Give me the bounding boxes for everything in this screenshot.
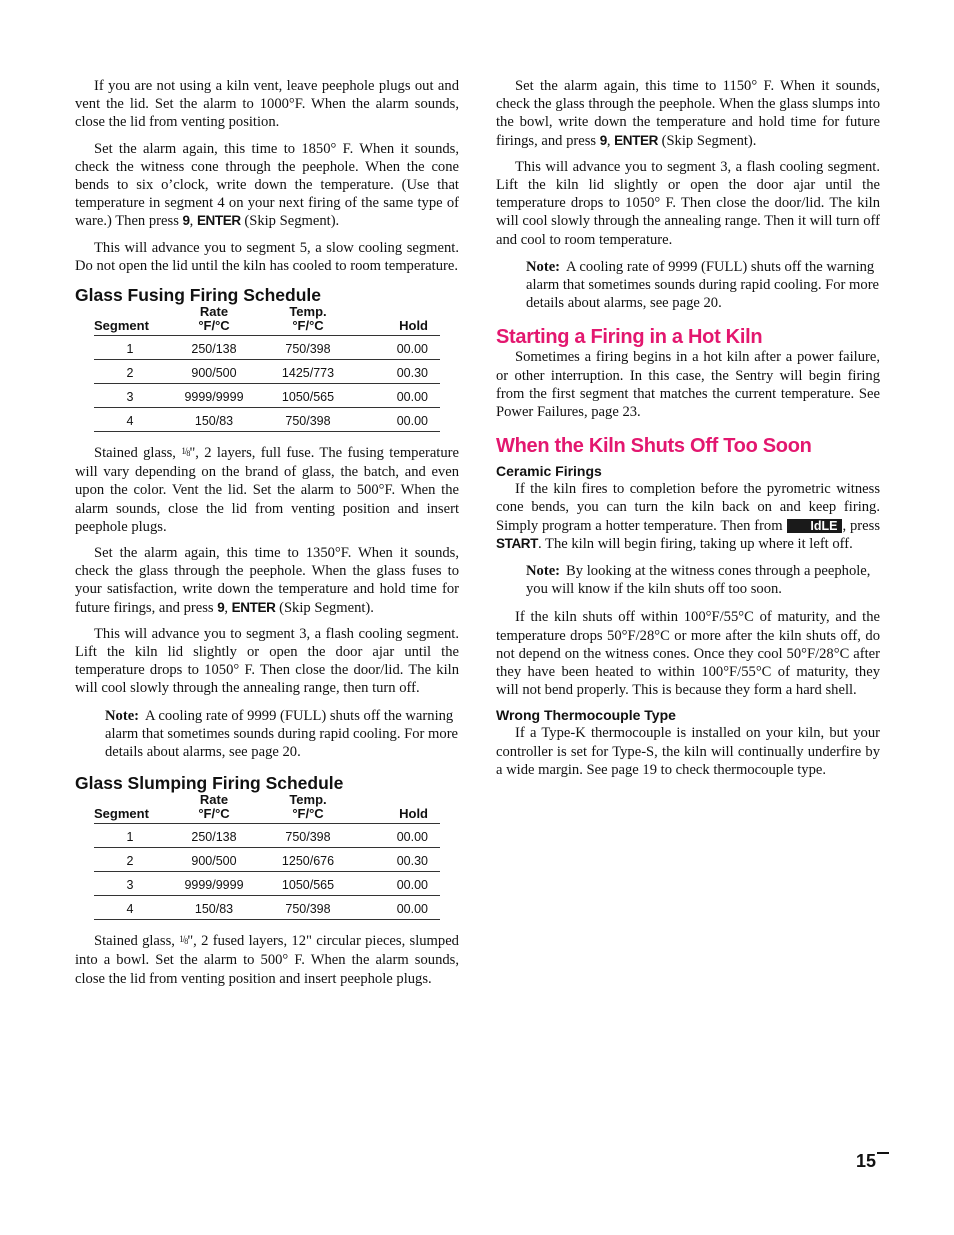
cell-temp: 1425/773 [262, 360, 354, 384]
text: (Skip Segment). [275, 599, 374, 616]
cell-temp: 750/398 [262, 896, 354, 920]
text: Set the alarm again, this time to 1150° F. When it sounds, check the glass through the peephole. When the glass slumps into the bowl, write down the temperature and hold time for future firings, and press [496, 78, 880, 149]
table-header-row [94, 305, 440, 336]
note-label: Note: [526, 258, 561, 275]
fusing-schedule-title: Glass Fusing Firing Schedule [75, 285, 322, 306]
cell-hold: 00.00 [354, 824, 440, 848]
cell-rate: 900/500 [166, 360, 262, 384]
table-row [94, 896, 440, 920]
paragraph-alarm-1150: Set the alarm again, this time to 1150° F. When it sounds, check the glass through the peephole. When the glass slumps into the bowl, write down the temperature and hold time for future firings, and press 9, ENTER (Skip Segment). [496, 78, 880, 149]
paragraph-alarm-1350: Set the alarm again, this time to 1350°F. When it sounds, check the glass through the peephole. When the glass fuses to your satisfaction, write down the temperature and hold time for future firings, and press 9, ENTER (Skip Segment). [75, 545, 459, 616]
table-row [94, 336, 440, 360]
cell-segment: 1 [94, 824, 166, 848]
key-enter: ENTER [196, 213, 241, 229]
cell-rate: 9999/9999 [166, 384, 262, 408]
left-column [75, 77, 459, 996]
note-text: By looking at the witness cones through a peephole, you will know if the kiln shuts off too soon. [526, 563, 871, 598]
cell-temp: 1050/565 [262, 384, 354, 408]
cell-temp: 750/398 [262, 336, 354, 360]
cell-segment: 2 [94, 848, 166, 872]
cell-temp: 750/398 [262, 824, 354, 848]
cell-hold: 00.00 [354, 336, 440, 360]
text: If the kiln fires to completion before the pyrometric witness cone bends, you can turn the kiln back on and keep firing. Simply program a hotter temperature. Then from [496, 481, 880, 534]
header-temp: Temp. °F/°C [262, 305, 354, 336]
right-column [496, 77, 880, 787]
idle-display: IdLE [787, 519, 841, 533]
note-text: A cooling rate of 9999 (FULL) shuts off the warning alarm that sometimes sounds during rapid cooling. For more details about alarms, see page 20. [526, 258, 880, 312]
header-rate: Rate °F/°C [166, 305, 262, 336]
table-row [94, 408, 440, 432]
cell-hold: 00.00 [354, 896, 440, 920]
paragraph-stained-glass-fuse [75, 442, 459, 536]
cell-temp: 750/398 [262, 408, 354, 432]
paragraph-flash-cooling-slump: This will advance you to segment 3, a flash cooling segment. Lift the kiln lid slightly or open the door ajar until the temperature drops to 1050° F. Then close the door/lid. The kiln will cool slowly through the annealing range. Then it will turn off and cool to room temperature. [496, 158, 880, 248]
text: . The kiln will begin firing, taking up where it left off. [538, 535, 853, 552]
key-9: 9 [599, 132, 607, 148]
key-9: 9 [182, 213, 190, 229]
text: (Skip Segment). [657, 132, 757, 149]
paragraph-thermocouple: If a Type-K thermocouple is installed on your kiln, but your controller is set for Type-S, the kiln will continually underfire by a wide margin. See page 19 to check thermocouple type. [496, 725, 880, 778]
table-row [94, 384, 440, 408]
header-segment: Segment [94, 305, 166, 336]
paragraph-segment5: This will advance you to segment 5, a slow cooling segment. Do not open the lid until the kiln has cooled to room temperature. [75, 239, 459, 274]
table-row [94, 360, 440, 384]
text: , press [842, 517, 880, 534]
text: Set the alarm again, this time to 1350°F. When it sounds, check the glass through the peephole. When the glass fuses to your satisfaction, write down the temperature and hold time for future firings, and press [75, 545, 459, 616]
cell-segment: 2 [94, 360, 166, 384]
paragraph-vent: If you are not using a kiln vent, leave peephole plugs out and vent the lid. Set the alarm to 1000°F. When the alarm sounds, close the lid from venting position. [75, 78, 459, 131]
fusing-schedule-table [94, 305, 440, 432]
cell-segment: 3 [94, 384, 166, 408]
header-hold: Hold [354, 305, 440, 336]
page-number-text: 15 [856, 1151, 877, 1171]
header-temp: Temp. °F/°C [262, 793, 354, 824]
cell-segment: 1 [94, 336, 166, 360]
note-cooling-rate [526, 258, 880, 313]
text: ", 2 layers, full fuse. The fusing temperature will vary depending on the brand of glass, the batch, and even upon the color. Vent the lid. Set the alarm to 500°F. When the alarm sounds, close the lid from venting position and insert peephole plugs. [75, 445, 459, 535]
cell-rate: 250/138 [166, 824, 262, 848]
paragraph-hot-kiln: Sometimes a firing begins in a hot kiln after a power failure, or other interruption. In this case, the Sentry will begin firing from the first segment that matches the current temperature. See Power Failures, page 23. [496, 349, 880, 421]
cell-rate: 900/500 [166, 848, 262, 872]
cell-temp: 1050/565 [262, 872, 354, 896]
table-header-row [94, 793, 440, 824]
heading-hot-kiln: Starting a Firing in a Hot Kiln [496, 326, 763, 349]
note-witness-cones [526, 562, 880, 598]
page-number-dash [877, 1152, 889, 1154]
cell-hold: 00.00 [354, 872, 440, 896]
fraction: 1/8 [181, 446, 190, 459]
cell-hold: 00.30 [354, 848, 440, 872]
cell-segment: 4 [94, 408, 166, 432]
heading-shuts-off-too-soon: When the Kiln Shuts Off Too Soon [496, 435, 812, 458]
cell-rate: 150/83 [166, 408, 262, 432]
cell-rate: 150/83 [166, 896, 262, 920]
cell-hold: 00.00 [354, 408, 440, 432]
header-rate: Rate °F/°C [166, 793, 262, 824]
cell-hold: 00.00 [354, 384, 440, 408]
text: (Skip Segment). [240, 213, 340, 230]
note-label: Note: [526, 563, 561, 580]
text: Stained glass, [94, 445, 182, 462]
note-text: A cooling rate of 9999 (FULL) shuts off the warning alarm that sometimes sounds during rapid cooling. For more details about alarms, see page 20. [105, 707, 459, 761]
paragraph-alarm-1850: Set the alarm again, this time to 1850° F. When it sounds, check the witness cone through the peephole. When the cone bends to six o’clock, write down the temperature. (Use that temperature in segment 4 on your next firing of the same type of ware.) Then press 9, ENTER (Skip Segment). [75, 140, 459, 230]
text: Stained glass, [94, 933, 180, 950]
cell-segment: 3 [94, 872, 166, 896]
table-row [94, 872, 440, 896]
fraction: 1/8 [179, 934, 188, 947]
key-start: START [496, 535, 538, 551]
cell-rate: 250/138 [166, 336, 262, 360]
text: ", 2 fused layers, 12" circular pieces, slumped into a bowl. Set the alarm to 500° F. When the alarm sounds, close the lid from venting position and insert peephole plugs. [75, 933, 459, 987]
header-segment: Segment [94, 793, 166, 824]
paragraph-maturity: If the kiln shuts off within 100°F/55°C of maturity, and the temperature drops 50°F/28°C or more after the kiln shuts off, do not depend on the witness cones. Once they cool 50°F/28°C after they have been heated to within 100°F/55°C of maturity, they will not bend properly. This is because they form a hard shell. [496, 609, 880, 699]
table-row [94, 824, 440, 848]
note-label: Note: [105, 707, 140, 724]
text: Set the alarm again, this time to 1850° F. When it sounds, check the witness cone through the peephole. When the cone bends to six o’clock, write down the temperature. (Use that temperature in segment 4 on your next firing of the same type of ware.) Then press [75, 140, 459, 230]
cell-rate: 9999/9999 [166, 872, 262, 896]
cell-temp: 1250/676 [262, 848, 354, 872]
key-enter: ENTER [614, 132, 658, 148]
cell-segment: 4 [94, 896, 166, 920]
note-cooling-rate [105, 707, 459, 762]
page-number [856, 1151, 889, 1172]
paragraph-stained-glass-slump [75, 930, 459, 988]
subheading-wrong-thermocouple: Wrong Thermocouple Type [496, 707, 676, 724]
slumping-schedule-title: Glass Slumping Firing Schedule [75, 773, 344, 794]
key-9: 9 [217, 599, 225, 615]
paragraph-ceramic [496, 480, 880, 553]
subheading-ceramic-firings: Ceramic Firings [496, 463, 602, 480]
key-enter: ENTER [231, 599, 276, 615]
table-row [94, 848, 440, 872]
header-hold: Hold [354, 793, 440, 824]
paragraph-flash-cooling: This will advance you to segment 3, a flash cooling segment. Lift the kiln lid slightly or open the door ajar until the temperature drops to 1050° F. Then close the door/lid. The kiln will cool slowly through the annealing range, then turn off. [75, 625, 459, 697]
slumping-schedule-table [94, 793, 440, 920]
cell-hold: 00.30 [354, 360, 440, 384]
